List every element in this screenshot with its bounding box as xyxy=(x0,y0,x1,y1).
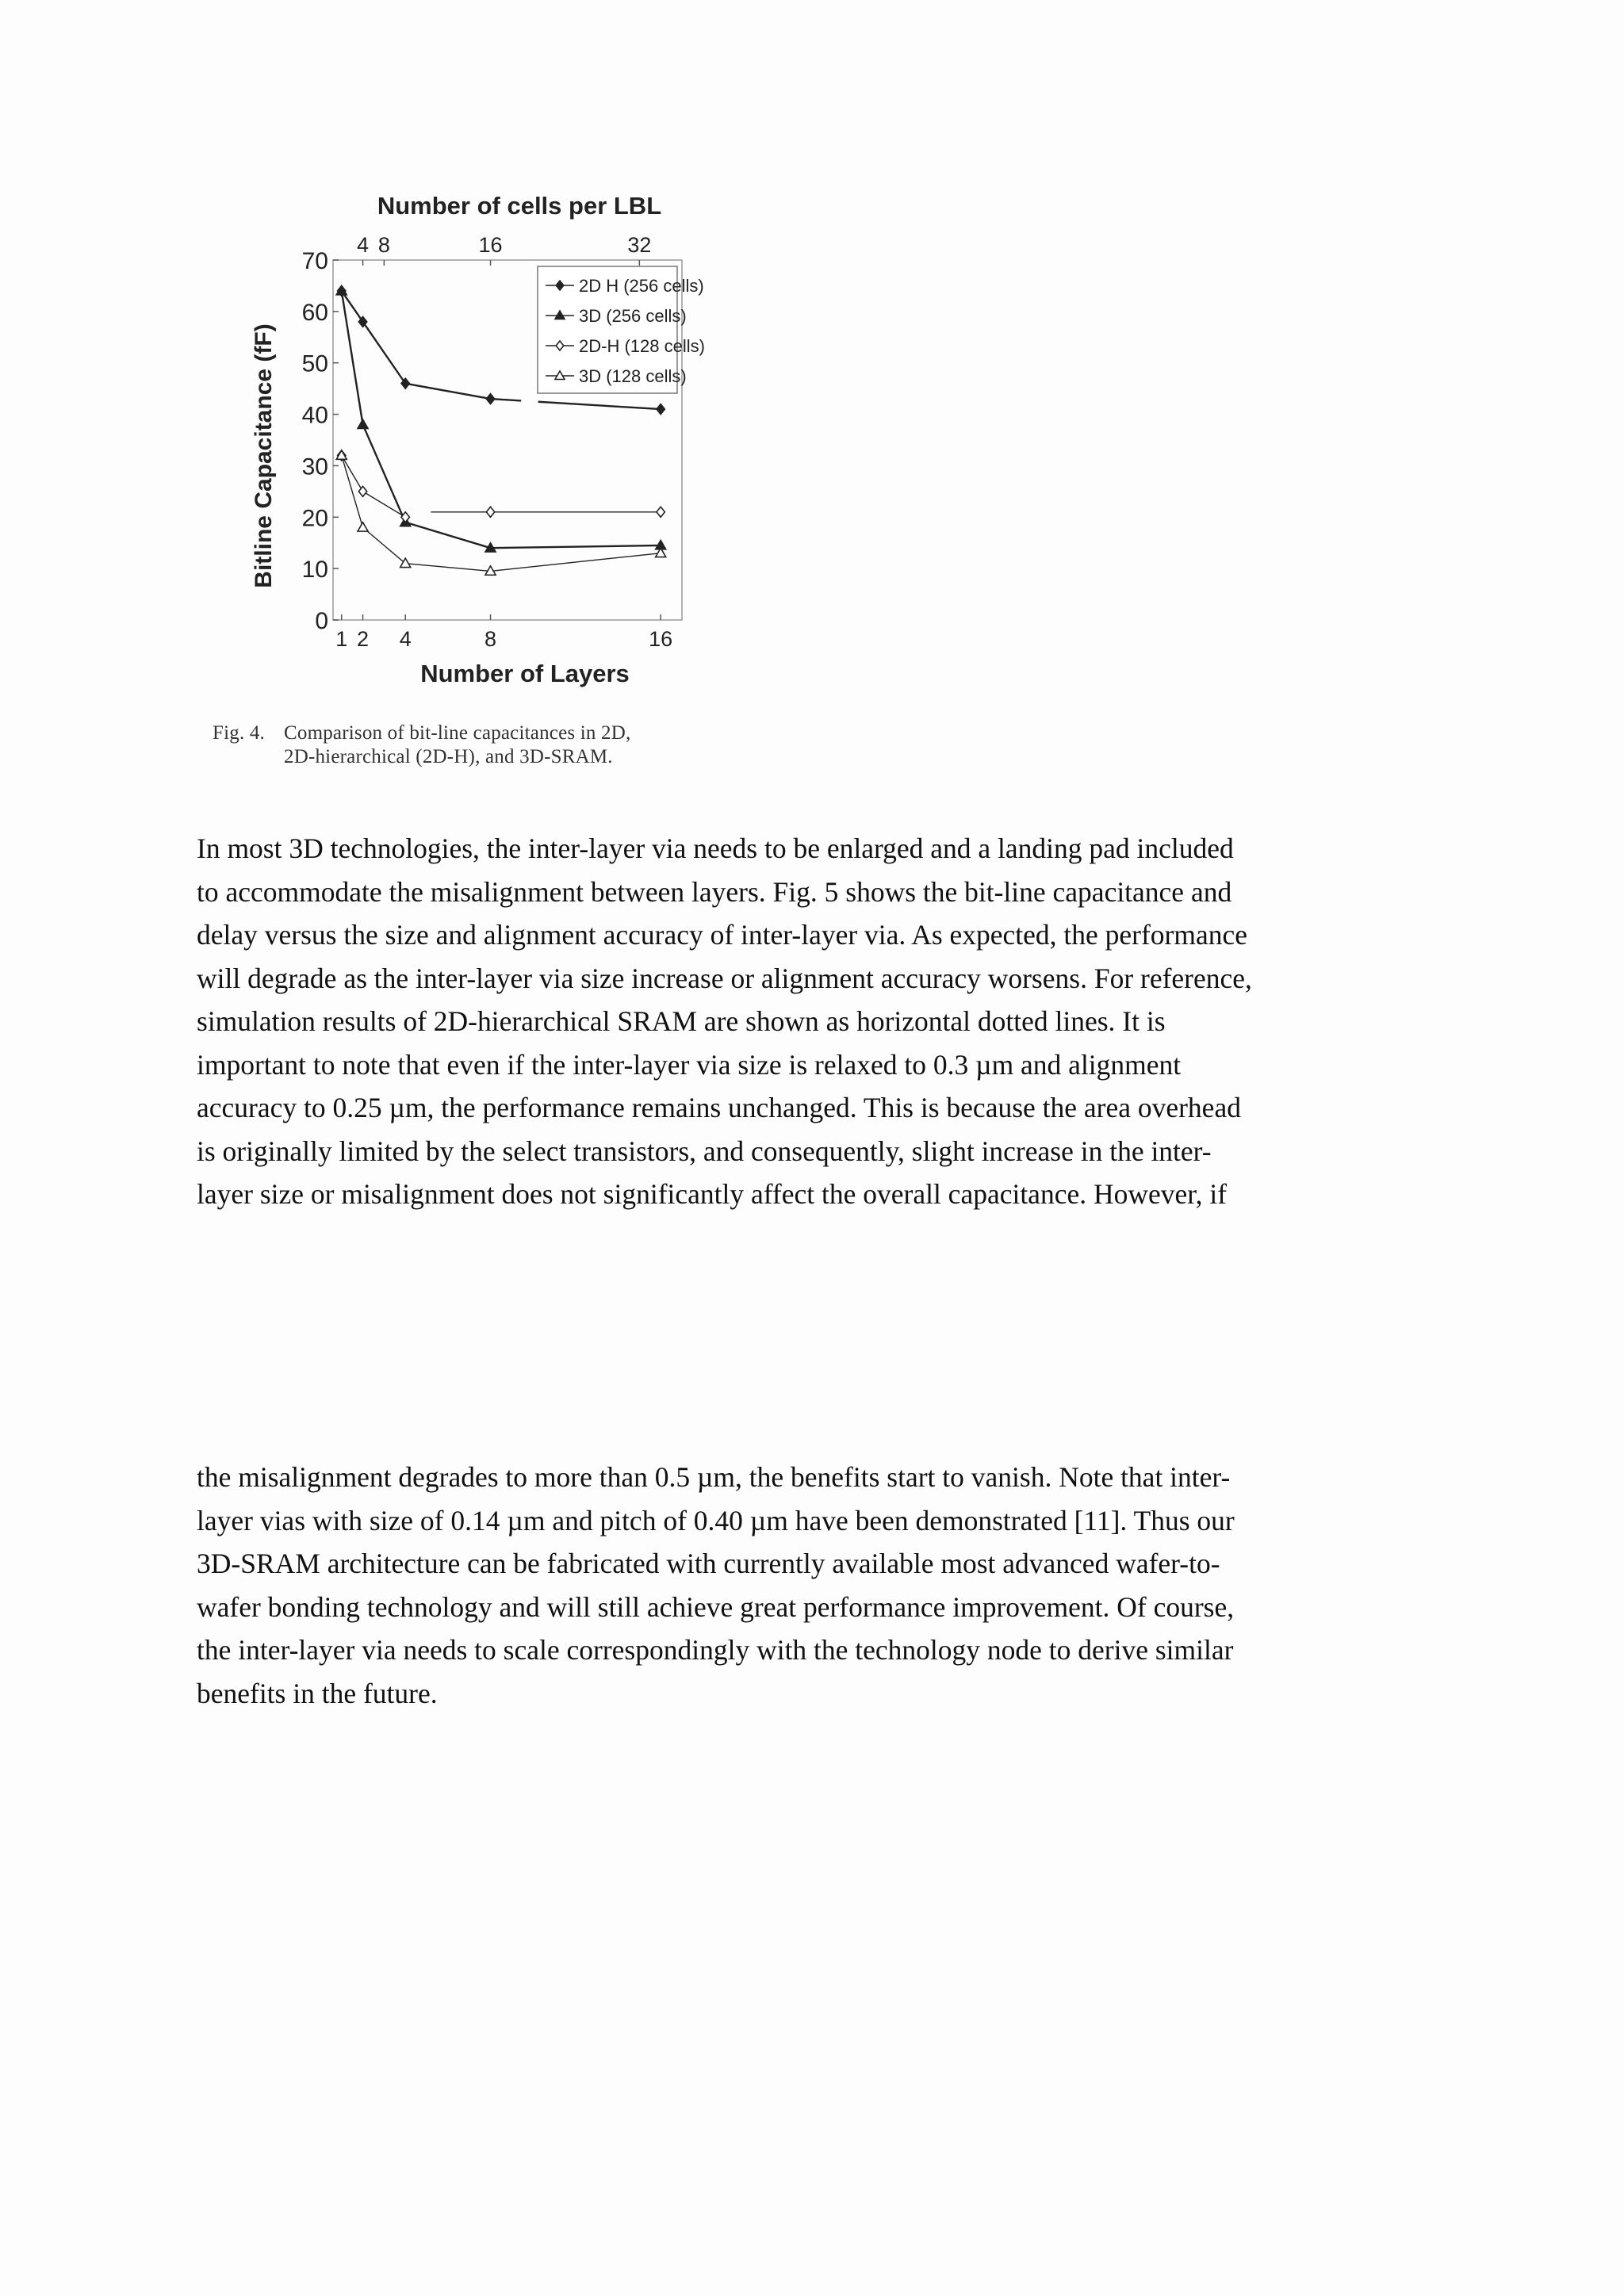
series-line xyxy=(342,291,363,425)
data-point xyxy=(486,394,494,404)
text-line: simulation results of 2D-hierarchical SRAM are shown as horizontal dotted lines. It is xyxy=(197,1005,1166,1037)
text-line: layer size or misalignment does not significantly affect the overall capacitance. However, if xyxy=(197,1178,1228,1210)
x-tick-label: 2 xyxy=(357,627,370,651)
x-tick-label: 8 xyxy=(485,627,497,651)
series-4 xyxy=(336,450,665,575)
text-line: will degrade as the inter-layer via size increase or alignment accuracy worsens. For reference, xyxy=(197,962,1252,994)
data-point xyxy=(657,507,665,517)
figure-caption xyxy=(213,721,815,769)
legend-label: 2D H (256 cells) xyxy=(579,276,704,296)
top-tick-label: 8 xyxy=(377,233,390,257)
chart-legend xyxy=(538,266,705,393)
text-line: the inter-layer via needs to scale correspondingly with the technology node to derive similar xyxy=(197,1634,1234,1666)
top-tick-label: 32 xyxy=(627,233,652,257)
y-tick-label: 70 xyxy=(301,248,328,274)
text-line: accuracy to 0.25 µm, the performance remains unchanged. This is because the area overhead xyxy=(197,1092,1241,1123)
caption-line-1: Comparison of bit-line capacitances in 2D, xyxy=(284,722,631,744)
bitline-capacitance-chart xyxy=(246,190,785,698)
text-line: In most 3D technologies, the inter-layer via needs to be enlarged and a landing pad included xyxy=(197,832,1234,864)
text-line: the misalignment degrades to more than 0.5 µm, the benefits start to vanish. Note that inter- xyxy=(197,1461,1231,1493)
paragraph-2 xyxy=(197,1456,1434,1715)
series-line xyxy=(342,455,363,491)
text-line: layer vias with size of 0.14 µm and pitch of 0.40 µm have been demonstrated [11]. Thus our xyxy=(197,1504,1235,1536)
legend-label: 3D (256 cells) xyxy=(579,306,687,326)
x-tick-label: 1 xyxy=(335,627,348,651)
legend-label: 3D (128 cells) xyxy=(579,366,687,386)
y-tick-label: 40 xyxy=(301,402,328,429)
x-axis-label: Number of Layers xyxy=(420,660,630,687)
y-tick-label: 50 xyxy=(301,350,328,377)
y-tick-label: 0 xyxy=(315,608,328,634)
chart-title: Number of cells per LBL xyxy=(377,192,662,220)
paragraph-1 xyxy=(197,827,1434,1216)
y-tick-label: 30 xyxy=(301,453,328,480)
y-axis-label: Bitline Capacitance (fF) xyxy=(251,323,277,588)
data-point xyxy=(657,404,665,415)
y-tick-label: 20 xyxy=(301,505,328,532)
data-point xyxy=(358,419,368,428)
series-line xyxy=(363,425,406,522)
data-point xyxy=(358,522,368,531)
caption-label: Fig. 4. xyxy=(213,722,265,744)
legend-label: 2D-H (128 cells) xyxy=(579,336,705,356)
text-line: important to note that even if the inter-layer via size is relaxed to 0.3 µm and alignment xyxy=(197,1048,1182,1081)
text-line: 3D-SRAM architecture can be fabricated with currently available most advanced wafer-to- xyxy=(197,1548,1220,1579)
series-line xyxy=(363,322,406,384)
text-line: is originally limited by the select transistors, and consequently, slight increase in the inter- xyxy=(197,1135,1212,1167)
series-line xyxy=(405,522,490,548)
series-line xyxy=(363,527,406,563)
data-point xyxy=(358,486,366,496)
caption-line-2: 2D-hierarchical (2D-H), and 3D-SRAM. xyxy=(284,746,613,767)
text-line: wafer bonding technology and will still achieve great performance improvement. Of course, xyxy=(197,1590,1235,1623)
data-point xyxy=(400,558,411,567)
series-line xyxy=(491,545,661,548)
y-tick-label: 60 xyxy=(301,299,328,326)
y-tick-label: 10 xyxy=(301,557,328,584)
series-line xyxy=(491,553,661,572)
series-line xyxy=(363,492,406,517)
text-line: delay versus the size and alignment accuracy of inter-layer via. As expected, the performance xyxy=(197,919,1248,951)
series-line xyxy=(405,564,490,572)
series-line xyxy=(405,384,490,399)
top-tick-label: 16 xyxy=(478,233,503,257)
x-tick-label: 16 xyxy=(649,627,673,651)
text-line: benefits in the future. xyxy=(197,1677,438,1709)
text-line: to accommodate the misalignment between layers. Fig. 5 shows the bit-line capacitance and xyxy=(197,875,1232,908)
series-3 xyxy=(338,450,665,522)
data-point xyxy=(486,507,494,517)
series-line xyxy=(538,402,661,409)
x-tick-label: 4 xyxy=(399,627,412,651)
top-tick-label: 4 xyxy=(357,233,370,257)
